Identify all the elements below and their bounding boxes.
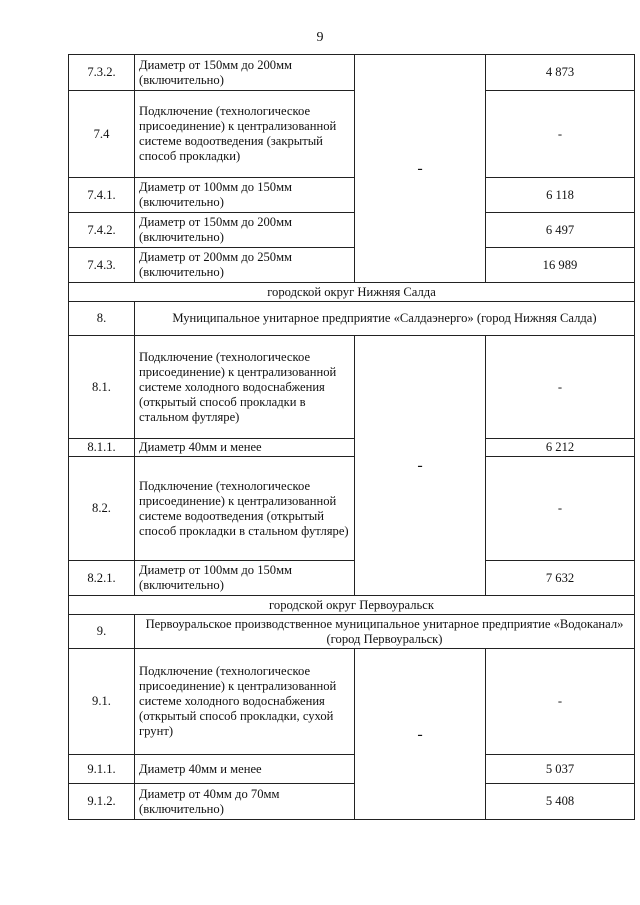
row-value: - <box>486 457 635 561</box>
row-description: Подключение (технологическое присоединение) к централизованной системе водоотведения (закрытый способ прокладки) <box>135 91 355 178</box>
row-description: Диаметр от 200мм до 250мм (включительно) <box>135 248 355 283</box>
row-number: 9.1.1. <box>69 755 135 784</box>
table-row <box>69 439 635 457</box>
table-row <box>69 457 635 561</box>
merged-dash-cell: - <box>355 55 486 283</box>
row-description: Диаметр 40мм и менее <box>135 439 355 457</box>
table-row <box>69 561 635 596</box>
section-row <box>69 283 635 302</box>
section-heading: городской округ Первоуральск <box>69 596 635 615</box>
table-row <box>69 755 635 784</box>
organization-row <box>69 615 635 649</box>
tariff-table <box>68 54 635 820</box>
page-number: 9 <box>316 30 324 45</box>
row-description: Диаметр 40мм и менее <box>135 755 355 784</box>
row-description: Диаметр от 40мм до 70мм (включительно) <box>135 784 355 820</box>
section-row <box>69 596 635 615</box>
row-number: 8.1.1. <box>69 439 135 457</box>
row-number: 8. <box>69 302 135 336</box>
section-heading: городской округ Нижняя Салда <box>69 283 635 302</box>
table-row <box>69 248 635 283</box>
row-value: 5 037 <box>486 755 635 784</box>
row-number: 9. <box>69 615 135 649</box>
organization-name: Муниципальное унитарное предприятие «Салдаэнерго» (город Нижняя Салда) <box>135 302 635 336</box>
table-row <box>69 649 635 755</box>
row-value: - <box>486 336 635 439</box>
row-number: 7.3.2. <box>69 55 135 91</box>
row-number: 7.4.3. <box>69 248 135 283</box>
row-number: 9.1. <box>69 649 135 755</box>
row-value: - <box>486 649 635 755</box>
row-description: Подключение (технологическое присоединение) к централизованной системе водоотведения (открытый способ прокладки в стальном футляре) <box>135 457 355 561</box>
row-description: Подключение (технологическое присоединение) к централизованной системе холодного водоснабжения (открытый способ прокладки, сухой грунт) <box>135 649 355 755</box>
table-row <box>69 55 635 91</box>
row-value: 6 212 <box>486 439 635 457</box>
organization-name: Первоуральское производственное муниципальное унитарное предприятие «Водоканал» (город Первоуральск) <box>135 615 635 649</box>
row-value: 6 118 <box>486 178 635 213</box>
row-value: - <box>486 91 635 178</box>
row-description: Подключение (технологическое присоединение) к централизованной системе холодного водоснабжения (открытый способ прокладки в стальном футляре) <box>135 336 355 439</box>
row-description: Диаметр от 100мм до 150мм (включительно) <box>135 178 355 213</box>
row-description: Диаметр от 100мм до 150мм (включительно) <box>135 561 355 596</box>
table-row <box>69 213 635 248</box>
row-value: 5 408 <box>486 784 635 820</box>
row-description: Диаметр от 150мм до 200мм (включительно) <box>135 55 355 91</box>
row-description: Диаметр от 150мм до 200мм (включительно) <box>135 213 355 248</box>
row-value: 7 632 <box>486 561 635 596</box>
organization-row <box>69 302 635 336</box>
row-number: 8.1. <box>69 336 135 439</box>
row-number: 9.1.2. <box>69 784 135 820</box>
row-value: 6 497 <box>486 213 635 248</box>
merged-dash-cell: - <box>355 649 486 820</box>
table-row <box>69 784 635 820</box>
row-value: 4 873 <box>486 55 635 91</box>
row-number: 8.2. <box>69 457 135 561</box>
row-value: 16 989 <box>486 248 635 283</box>
table-row <box>69 336 635 439</box>
table-row <box>69 178 635 213</box>
merged-dash-cell: - <box>355 336 486 596</box>
row-number: 8.2.1. <box>69 561 135 596</box>
row-number: 7.4.1. <box>69 178 135 213</box>
row-number: 7.4 <box>69 91 135 178</box>
table-row <box>69 91 635 178</box>
row-number: 7.4.2. <box>69 213 135 248</box>
